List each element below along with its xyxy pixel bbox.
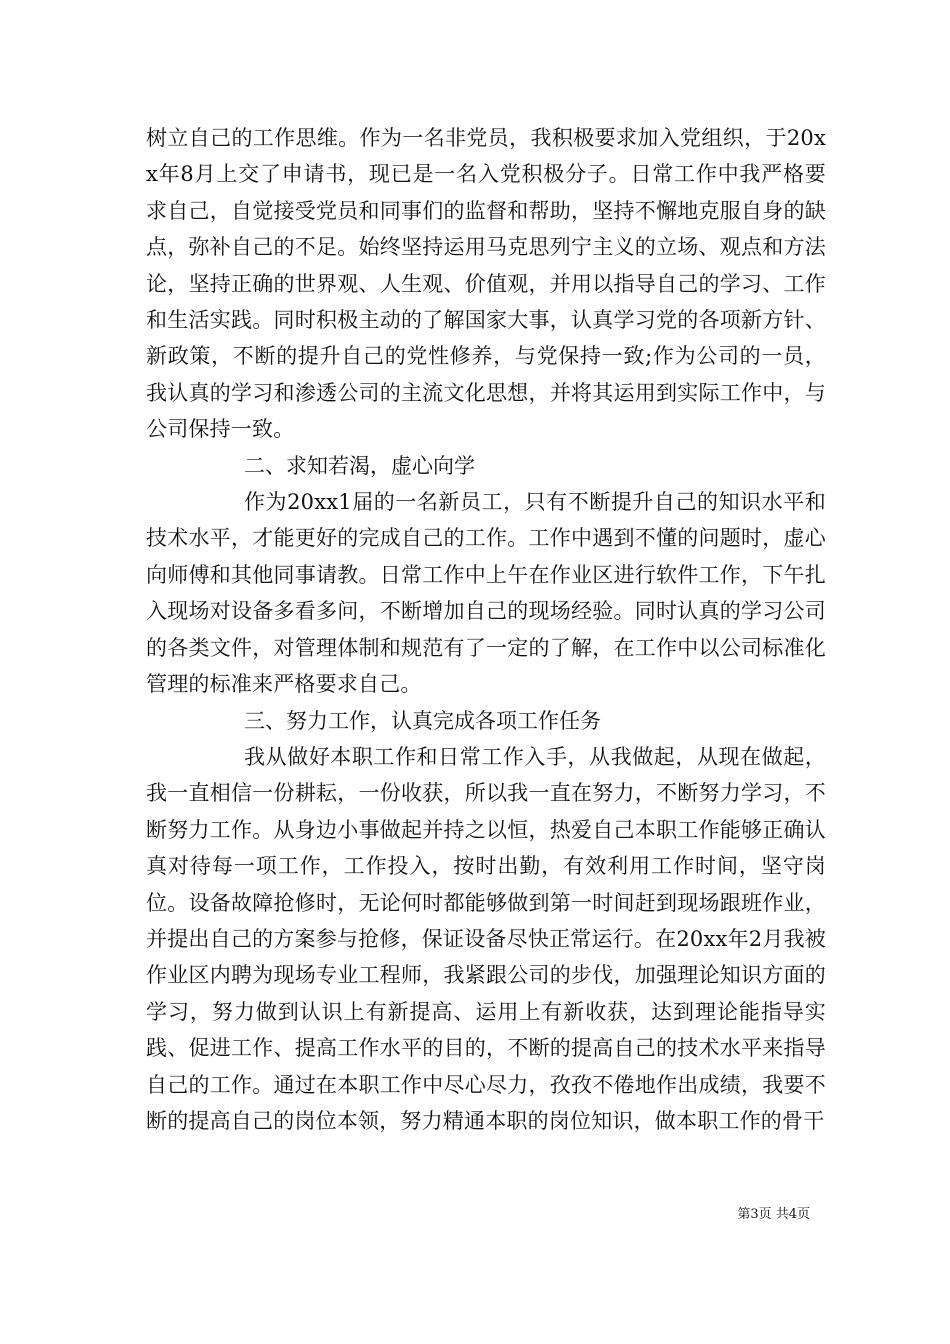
paragraph-party-thinking: 树立自己的工作思维。作为一名非党员，我积极要求加入党组织，于20xx年8月上交了申请书，现已是一名入党积极分子。日常工作中我严格要求自己，自觉接受党员和同事们的监督和帮助，坚持不懈地克服自身的缺点，弥补自己的不足。始终坚持运用马克思列宁主义的立场、观点和方法论，坚持正确的世界观、人生观、价值观，并用以指导自己的学习、工作和生活实践。同时积极主动的了解国家大事，认真学习党的各项新方针、新政策，不断的提升自己的党性修养，与党保持一致;作为公司的一员，我认真的学习和渗透公司的主流文化思想，并将其运用到实际工作中，与公司保持一致。: [146, 126, 826, 442]
paragraph-learning: 作为20xx1届的一名新员工，只有不断提升自己的知识水平和技术水平，才能更好的完成自己的工作。工作中遇到不懂的问题时，虚心向师傅和其他同事请教。日常工作中上午在作业区进行软件工作，下午扎入现场对设备多看多问，不断增加自己的现场经验。同时认真的学习公司的各类文件，对管理体制和规范有了一定的了解，在工作中以公司标准化管理的标准来严格要求自己。: [146, 490, 826, 697]
section-heading-3: 三、努力工作，认真完成各项工作任务: [244, 708, 601, 733]
section-heading-2: 二、求知若渴，虚心向学: [244, 453, 475, 478]
document-body: [146, 120, 826, 1139]
page-number-footer: 第3页 共4页: [737, 1207, 810, 1222]
paragraph-work: 我从做好本职工作和日常工作入手，从我做起，从现在做起，我一直相信一份耕耘，一份收获，所以我一直在努力，不断努力学习，不断努力工作。从身边小事做起并持之以恒，热爱自己本职工作能够正确认真对待每一项工作，工作投入，按时出勤，有效利用工作时间，坚守岗位。设备故障抢修时，无论何时都能够做到第一时间赶到现场跟班作业，并提出自己的方案参与抢修，保证设备尽快正常运行。在20xx年2月我被作业区内聘为现场专业工程师，我紧跟公司的步伐，加强理论知识方面的学习，努力做到认识上有新提高、运用上有新收获，达到理论能指导实践、促进工作、提高工作水平的目的，不断的提高自己的技术水平来指导自己的工作。通过在本职工作中尽心尽力，孜孜不倦地作出成绩，我要不断的提高自己的岗位本领，努力精通本职的岗位知识，做本职工作的骨干: [146, 744, 826, 1133]
